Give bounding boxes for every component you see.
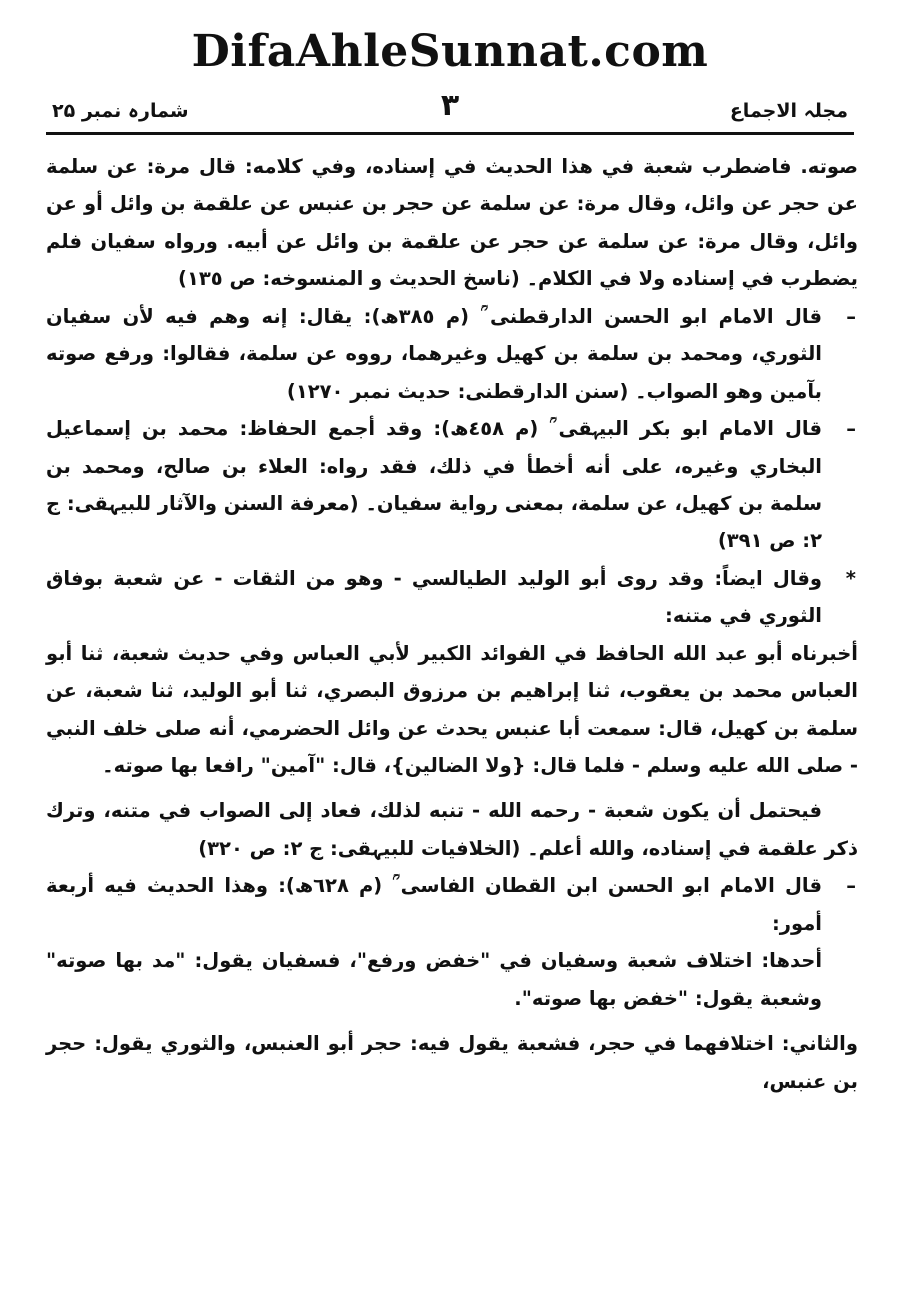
point-second: والثاني: اختلافهما في حجر، فشعبة يقول فيه: حجر أبو العنبس، والثوري يقول: حجر بن عنبس، [46,1032,858,1093]
point-first: أحدها: اختلاف شعبة وسفيان في "خفض ورفع"، فسفيان يقول: "مد بها صوته" وشعبة يقول: "خفض بها صوته". [46,949,822,1010]
paragraph-conclusion: فيحتمل أن يكون شعبة - رحمه الله - تنبه لذلك، فعاد إلى الصواب في متنه، وترك ذكر علقمة في إسناده، والله أعلم۔ (الخلافيات للبیہقی: ج ٢: ص ٣٢٠) [46,799,858,860]
quote-daraqutni [46,298,858,410]
journal-title: مجلہ الاجماع [729,100,848,122]
quote-ibn-qattan [46,867,858,942]
quote-bayhaqi [46,410,858,560]
paragraph-hadith: أخبرناه أبو عبد الله الحافظ في الفوائد الكبير لأبي العباس وفي حديث شعبة، ثنا أبو العباس محمد بن يعقوب، ثنا إبراهيم بن مرزوق البصري، ثنا أبو الوليد، ثنا شعبة، عن سلمة بن كهيل، قال: سمعت أبا عنبس يحدث عن وائل الحضرمي، أنه صلى خلف النبي - صلى الله عليه وسلم - فلما قال: {ولا الضالين}، قال: "آمين" رافعا بها صوته۔ [46,641,858,777]
quote-daraqutni-text: قال الامام ابو الحسن الدارقطنی ؒ (م ٣٨٥ھ): يقال: إنه وهم فيه لأن سفيان الثوري، ومحمد بن سلمة بن كهيل وغيرهما، رووه عن سلمة، فقالوا: ورفع صوته بآمين وهو الصواب۔ (سنن الدارقطنی: حدیث نمبر ١٢٧٠) [46,304,822,403]
page-number: ٣ [440,88,460,123]
page-header [46,88,854,135]
star-bullet: * [845,566,856,590]
dash-bullet: – [846,304,856,328]
paragraph-1: صوته. فاضطرب شعبة في هذا الحديث في إسناده، وفي كلامه: قال مرة: عن سلمة عن حجر عن وائل، وقال مرة: عن سلمة عن حجر بن عنبس عن علقمة بن وائل أو عن وائل، وقال مرة: عن سلمة عن حجر عن علقمة بن وائل عن أبيه. ورواه سفيان فلم يضطرب في إسناده ولا في الكلام۔ (ناسخ الحديث و المنسوخه: ص ١٣٥) [46,155,858,291]
issue-number: شمارہ نمبر ۲۵ [52,100,189,122]
quote-bayhaqi-2-text: وقال ایضاً: وقد روى أبو الوليد الطيالسي - وهو من الثقات - عن شعبة بوفاق الثوري في متنه: [46,566,822,628]
quote-bayhaqi-text: قال الامام ابو بکر البیہقی ؒ (م ٤٥٨ھ): وقد أجمع الحفاظ: محمد بن إسماعيل البخاري وغيره، على أنه أخطأ في ذلك، فقد رواه: العلاء بن صالح، ومحمد بن سلمة بن كهيل، عن سلمة، بمعنى رواية سفيان۔ (معرفة السنن والآثار للبیہقی: ج ٢: ص ٣٩١) [45,417,822,553]
page-body [46,148,858,1100]
dash-bullet: – [846,874,856,898]
quote-bayhaqi-2 [46,560,858,635]
quote-ibn-qattan-text: قال الامام ابو الحسن ابن القطان الفاسی ؒ (م ٦٢٨ھ): وهذا الحديث فيه أربعة أمور: [46,874,822,935]
watermark-title: DifaAhleSunnat.com [191,26,709,77]
dash-bullet: – [846,417,856,441]
